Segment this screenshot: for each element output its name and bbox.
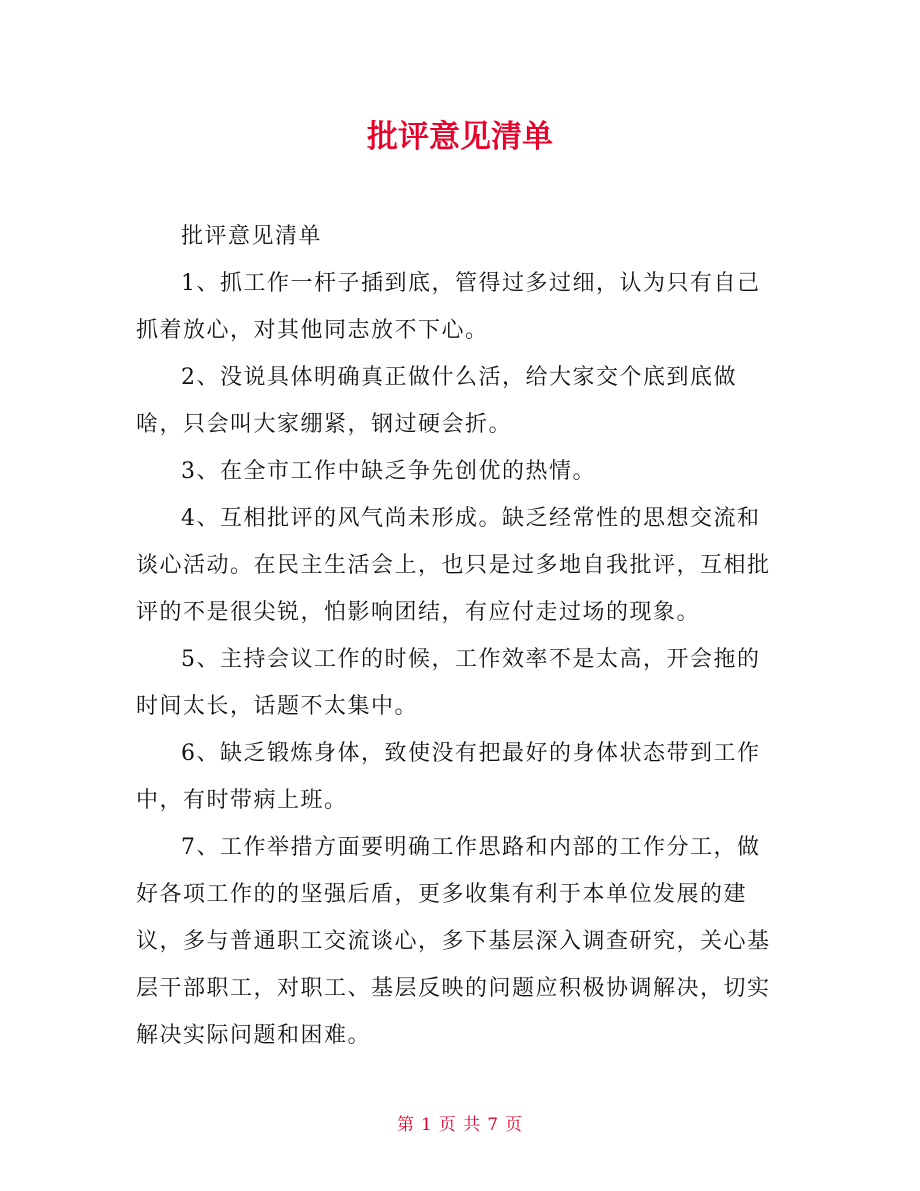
paragraph-item-6: 6、缺乏锻炼身体，致使没有把最好的身体状态带到工作中，有时带病上班。 <box>136 741 761 813</box>
paragraph-heading: 批评意见清单 <box>181 224 323 249</box>
paragraph-item-1: 1、抓工作一杆子插到底，管得过多过细，认为只有自己抓着放心，对其他同志放不下心。 <box>136 271 761 343</box>
paragraph-item-7: 7、工作举措方面要明确工作思路和内部的工作分工，做好各项工作的的坚强后盾，更多收集有利于本单位发展的建议，多与普通职工交流谈心，多下基层深入调查研究，关心基层干部职工，对职工、基层反映的问题应积极协调解决，切实解决实际问题和困难。 <box>136 835 771 1048</box>
paragraph-item-2: 2、没说具体明确真正做什么活，给大家交个底到底做啥，只会叫大家绷紧，钢过硬会折。 <box>136 365 737 437</box>
footer-current-page: 1 <box>420 1115 433 1135</box>
footer-suffix: 页 <box>505 1115 524 1135</box>
paragraph-item-4: 4、互相批评的风气尚未形成。缺乏经常性的思想交流和谈心活动。在民主生活会上，也只是过多地自我批评，互相批评的不是很尖锐，怕影响团结，有应付走过场的现象。 <box>136 506 771 625</box>
paragraph-item-3: 3、在全市工作中缺乏争先创优的热情。 <box>181 459 596 484</box>
footer-total-pages: 7 <box>487 1115 500 1135</box>
document-body <box>136 213 776 1059</box>
footer-middle: 页 共 <box>438 1115 482 1135</box>
page-footer <box>0 1113 920 1137</box>
footer-prefix: 第 <box>396 1115 415 1135</box>
paragraph-item-5: 5、主持会议工作的时候，工作效率不是太高，开会拖的时间太长，话题不太集中。 <box>136 647 761 719</box>
document-title: 批评意见清单 <box>367 119 553 155</box>
